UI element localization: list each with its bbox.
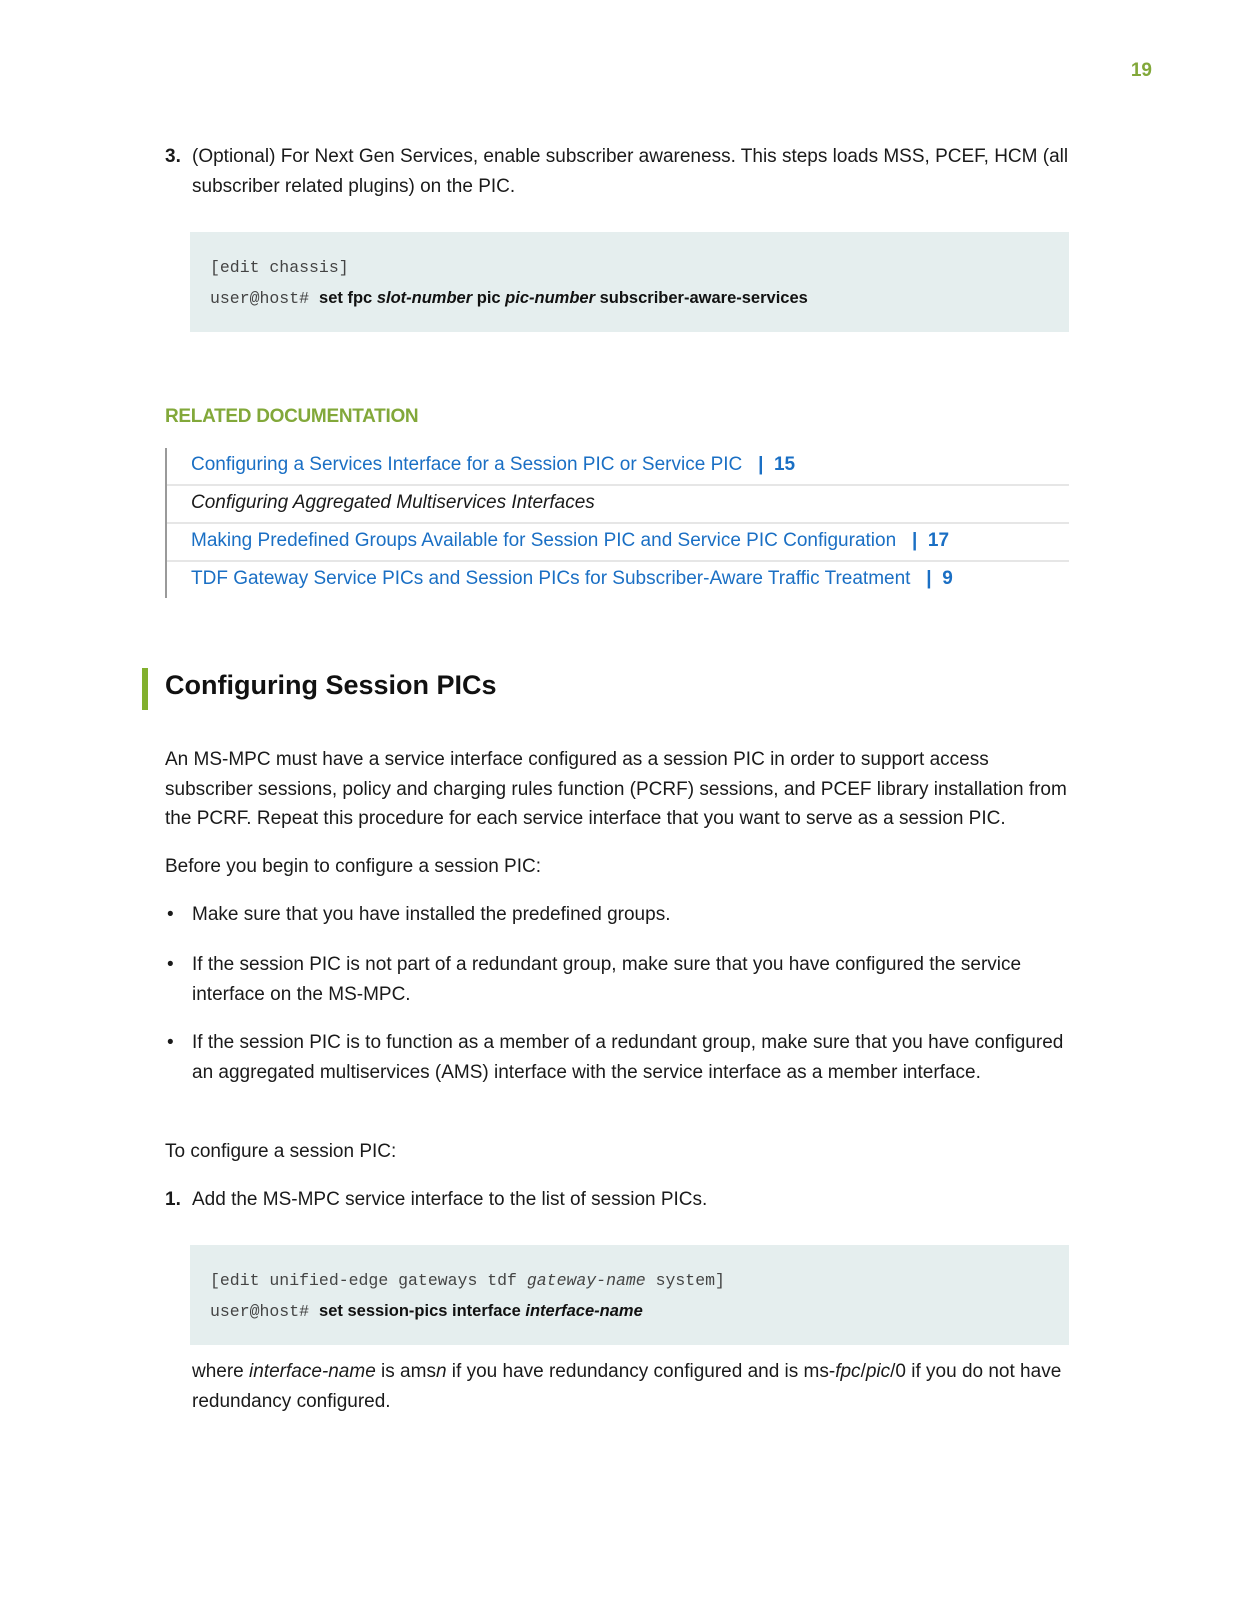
code-block-session-pics [190,1245,1069,1345]
before-you-begin: Before you begin to configure a session PIC: [165,856,542,877]
where-explanation [192,1357,1070,1416]
step-3 [165,142,1070,201]
page-ref[interactable] [748,454,796,475]
cmd-part: set session-pics interface [319,1302,526,1320]
code-command-line [210,283,1049,313]
bullet-dot: • [167,954,174,975]
section-heading: Configuring Session PICs [165,670,497,700]
bullet-text: If the session PIC is to function as a member of a redundant group, make sure that you have configured an aggregated multiservices (AMS) interface with the service interface as a member interface. [192,1032,1064,1083]
related-link-text[interactable]: TDF Gateway Service PICs and Session PICs for Subscriber-Aware Traffic Treatment [191,568,911,589]
bullet-dot: • [167,904,174,925]
cmd-part: pic [472,289,506,307]
related-link-tdf-gateway[interactable] [167,562,1069,598]
separator: | [926,568,932,589]
page-ref-number: 15 [773,454,796,475]
related-item-aggregated-multiservices [167,486,1069,524]
related-link-text[interactable]: Configuring a Services Interface for a Session PIC or Service PIC [191,454,743,475]
page-ref[interactable] [901,530,949,551]
context-part: [edit unified-edge gateways tdf [210,1271,527,1290]
cmd-variable: pic-number [505,289,596,307]
to-configure: To configure a session PIC: [165,1141,397,1162]
where-variable: n [435,1361,447,1382]
step-1 [165,1185,1070,1215]
where-variable: pic [865,1361,891,1382]
cli-prompt: user@host# [210,289,310,308]
where-text: / [860,1361,866,1382]
where-text: is ams [375,1361,436,1382]
where-text: where [192,1361,250,1382]
cli-prompt: user@host# [210,1302,310,1321]
where-variable: interface-name [249,1361,376,1382]
cli-command [319,289,808,307]
cmd-part: subscriber-aware-services [595,289,808,307]
prerequisite-bullet [165,1028,1070,1087]
page-ref-number: 9 [942,568,953,589]
related-documentation-title: RELATED DOCUMENTATION [165,406,419,427]
code-block-chassis [190,232,1069,332]
step-text: (Optional) For Next Gen Services, enable subscriber awareness. This steps loads MSS, PCEF, HCM (all subscriber related plugins) on the PIC. [192,146,1069,197]
code-context [210,1266,1049,1296]
page-ref[interactable] [916,568,953,589]
related-documentation-list [165,448,1069,598]
code-command-line [210,1296,1049,1326]
where-text: /0 if you do not have redundancy configured. [192,1361,1062,1412]
related-link-predefined-groups[interactable] [167,524,1069,562]
page-number: 19 [1130,60,1152,81]
cmd-part: set fpc [319,289,377,307]
related-link-services-interface[interactable] [167,448,1069,486]
cli-command [319,1302,643,1320]
related-link-text[interactable]: Making Predefined Groups Available for Session PIC and Service PIC Configuration [191,530,897,551]
cmd-variable: slot-number [376,289,473,307]
code-context: [edit chassis] [210,258,349,277]
context-part: system] [645,1271,725,1290]
bullet-text: If the session PIC is not part of a redundant group, make sure that you have configured the service interface on the MS-MPC. [192,954,1022,1005]
cmd-variable: interface-name [525,1302,643,1320]
prerequisite-bullet [165,950,1070,1009]
prerequisite-bullet [165,900,1070,930]
where-variable: fpc [835,1361,861,1382]
separator: | [912,530,918,551]
step-number: 1. [165,1189,181,1210]
step-text: Add the MS-MPC service interface to the list of session PICs. [192,1189,708,1210]
heading-accent-bar [142,668,148,710]
where-text: if you have redundancy configured and is ms- [446,1361,836,1382]
bullet-text: Make sure that you have installed the predefined groups. [192,904,671,925]
step-number: 3. [165,146,181,167]
bullet-dot: • [167,1032,174,1053]
related-item-text: Configuring Aggregated Multiservices Interfaces [191,492,595,513]
page-ref-number: 17 [927,530,950,551]
separator: | [758,454,764,475]
context-variable: gateway-name [526,1271,646,1290]
intro-paragraph: An MS-MPC must have a service interface configured as a session PIC in order to support access subscriber sessions, policy and charging rules function (PCRF) sessions, and PCEF library installation from the PCRF. Repeat this procedure for each service interface that you want to serve as a session PIC. [165,749,1067,829]
